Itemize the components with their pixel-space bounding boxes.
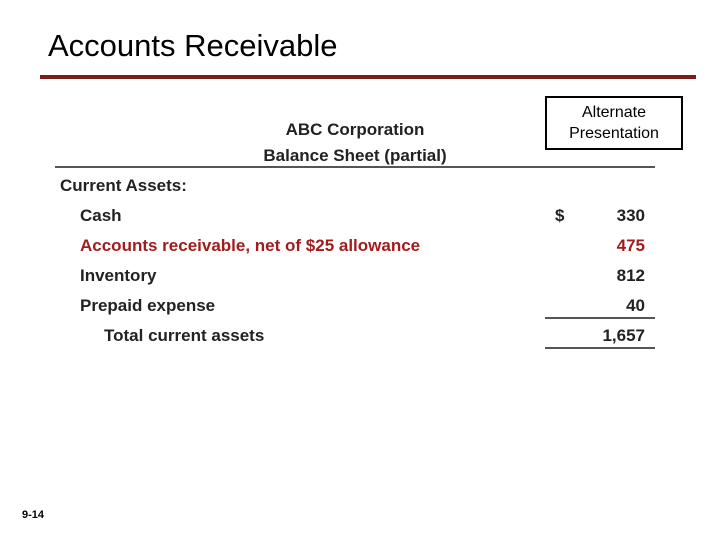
row-receivable-label: Accounts receivable, net of $25 allowance: [80, 236, 421, 255]
row-prepaid-amount: 40: [626, 296, 645, 315]
row-inventory-amount: 812: [616, 266, 645, 285]
company-name: ABC Corporation: [285, 120, 425, 139]
callout-line-2: Presentation: [569, 125, 659, 142]
total-label: Total current assets: [104, 326, 265, 345]
row-prepaid-label: Prepaid expense: [80, 296, 216, 315]
slide-title: Accounts Receivable: [48, 28, 338, 63]
alternate-presentation-callout: [545, 96, 683, 150]
row-cash-amount: 330: [616, 206, 645, 225]
callout-line-1: Alternate: [581, 104, 647, 121]
total-rule: [545, 347, 655, 349]
section-label: Current Assets:: [60, 176, 187, 195]
row-cash-label: Cash: [80, 206, 122, 225]
heading-divider: [55, 166, 655, 168]
currency-symbol: $: [555, 206, 565, 225]
statement-title: Balance Sheet (partial): [263, 146, 447, 165]
title-divider: [40, 75, 696, 79]
page-number: 9-14: [22, 509, 45, 521]
total-amount: 1,657: [602, 326, 645, 345]
row-receivable-amount: 475: [616, 236, 645, 255]
subtotal-rule: [545, 317, 655, 319]
row-inventory-label: Inventory: [80, 266, 157, 285]
